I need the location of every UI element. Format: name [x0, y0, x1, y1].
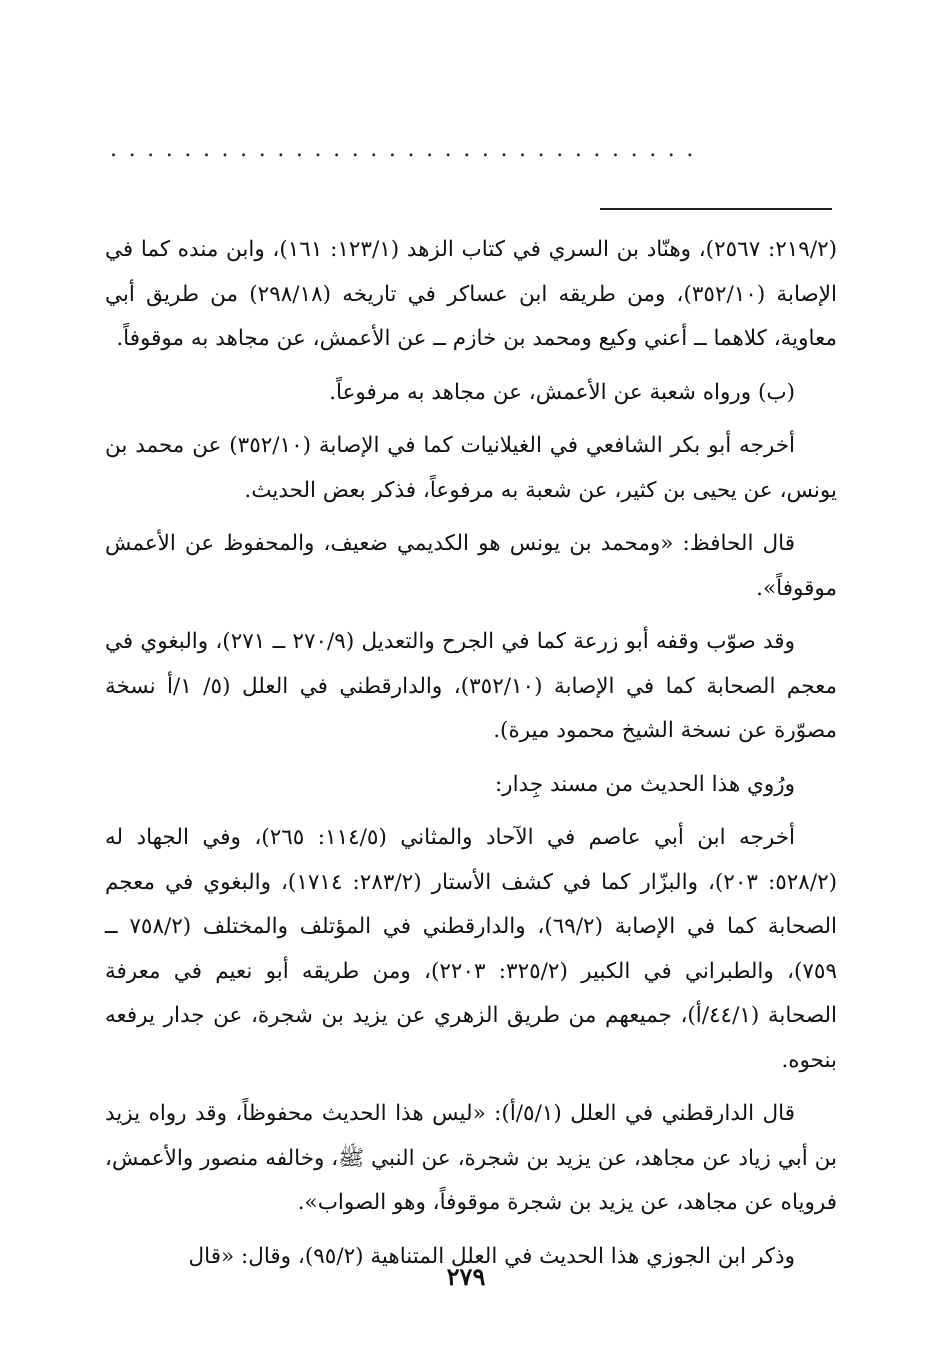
paragraph-4: قال الحافظ: «ومحمد بن يونس هو الكديمي ضعيف، والمحفوظ عن الأعمش موقوفاً». [105, 531, 837, 601]
paragraph-3: أخرجه أبو بكر الشافعي في الغيلانيات كما في الإصابة (٣٥٢/١٠) عن محمد بن يونس، عن يحيى بن كثير، عن شعبة به مرفوعاً، فذكر بعض الحديث. [105, 433, 837, 503]
paragraph-6: ورُوي هذا الحديث من مسند جِدار: [494, 771, 795, 797]
separator-dots: ................................ [110, 140, 705, 160]
paragraph-8: قال الدارقطني في العلل (٥/١/أ): «ليس هذا الحديث محفوظاً، وقد رواه يزيد بن أبي زياد عن مجاهد، عن يزيد بن شجرة، عن النبي ﷺ، وخالفه منصور والأعمش، فروياه عن مجاهد، عن يزيد بن شجرة موقوفاً، وهو الصواب». [105, 1101, 837, 1215]
paragraph-9: وذكر ابن الجوزي هذا الحديث في العلل المتناهية (٩٥/٢)، وقال: «قال [188, 1243, 795, 1269]
paragraph-1: (٢١٩/٢: ٢٥٦٧)، وهنّاد بن السري في كتاب الزهد (١٢٣/١: ١٦١)، وابن منده كما في الإصابة (٣٥٢/١٠)، ومن طريقه ابن عساكر في تاريخه (٢٩٨/١٨) من طريق أبي معاوية، كلاهما ــ أعني وكيع ومحمد بن خازم ــ عن الأعمش، عن مجاهد به موقوفاً. [105, 237, 838, 351]
paragraph-5: وقد صوّب وقفه أبو زرعة كما في الجرح والتعديل (٢٧٠/٩ ــ ٢٧١)، والبغوي في معجم الصحابة كما في الإصابة (٣٥٢/١٠)، والدارقطني في العلل (٥/ ١/أ نسخة مصوّرة عن نسخة الشيخ محمود ميرة). [105, 629, 837, 743]
page-number: ٢٧٩ [446, 1262, 486, 1291]
footnote-text [105, 228, 837, 1288]
footnote-rule [600, 208, 832, 210]
paragraph-7: أخرجه ابن أبي عاصم في الآحاد والمثاني (١١٤/٥: ٢٦٥)، وفي الجهاد له (٥٢٨/٢: ٢٠٣)، والبزّار كما في كشف الأستار (٢٨٣/٢: ١٧١٤)، والبغوي في معجم الصحابة كما في الإصابة (٦٩/٢)، والدارقطني في المؤتلف والمختلف (٧٥٨/٢ ــ ٧٥٩)، والطبراني في الكبير (٣٢٥/٢: ٢٢٠٣)، ومن طريقه أبو نعيم في معرفة الصحابة (٤٤/١/أ)، جميعهم من طريق الزهري عن يزيد بن شجرة، عن جدار يرفعه بنحوه. [105, 825, 838, 1073]
paragraph-2: (ب) ورواه شعبة عن الأعمش، عن مجاهد به مرفوعاً. [329, 379, 795, 405]
